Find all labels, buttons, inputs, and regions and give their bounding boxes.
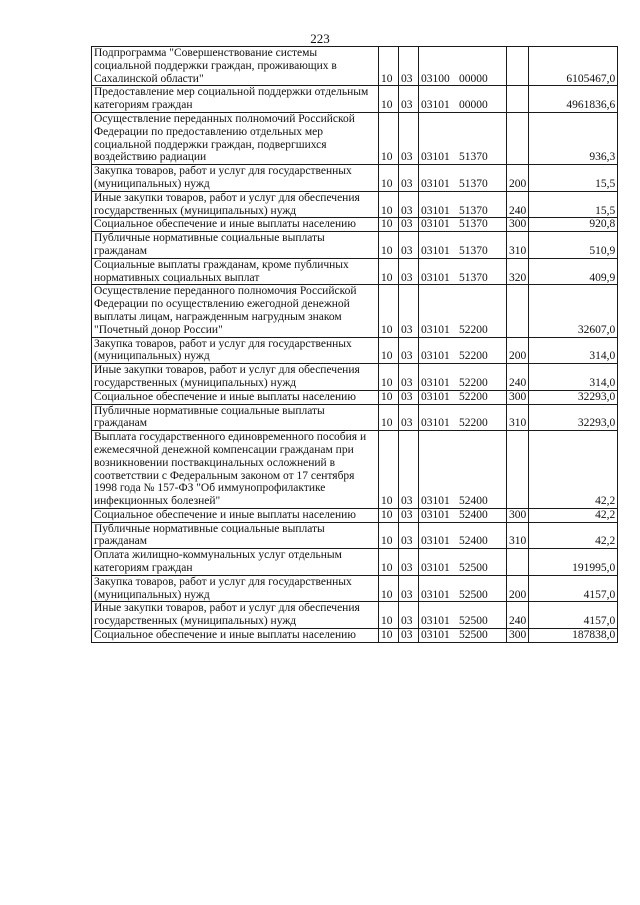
target-code-program: 03101 (421, 204, 450, 217)
target-code-cell (419, 508, 507, 522)
amount-cell: 15,5 (529, 165, 618, 192)
expense-type-code-cell: 200 (507, 165, 529, 192)
subsection-code-cell: 03 (399, 232, 419, 259)
subsection-code-cell: 03 (399, 629, 419, 643)
section-code-cell: 10 (379, 575, 399, 602)
expense-type-code-cell: 240 (507, 364, 529, 391)
section-code-cell: 10 (379, 337, 399, 364)
target-code-direction: 52500 (459, 629, 488, 642)
target-code-cell (419, 602, 507, 629)
target-code-cell (419, 258, 507, 285)
target-code-program: 03101 (421, 323, 450, 336)
amount-cell: 4157,0 (529, 602, 618, 629)
expense-name-cell: Публичные нормативные социальные выплаты гражданам (92, 404, 379, 431)
subsection-code-cell: 03 (399, 602, 419, 629)
budget-table (91, 46, 618, 643)
target-code-direction: 52200 (459, 376, 488, 389)
table-row (92, 431, 618, 509)
target-code-direction: 52200 (459, 417, 488, 430)
target-code-direction: 52200 (459, 390, 488, 403)
table-row (92, 165, 618, 192)
target-code-cell (419, 390, 507, 404)
target-code-cell (419, 232, 507, 259)
target-code-program: 03101 (421, 390, 450, 403)
expense-name-cell: Предоставление мер социальной поддержки отдельным категориям граждан (92, 86, 379, 113)
section-code-cell: 10 (379, 191, 399, 218)
amount-cell: 920,8 (529, 218, 618, 232)
expense-name-cell: Социальное обеспечение и иные выплаты населению (92, 508, 379, 522)
target-code-direction: 51370 (459, 218, 488, 231)
subsection-code-cell: 03 (399, 258, 419, 285)
expense-type-code-cell: 200 (507, 575, 529, 602)
expense-name-cell: Закупка товаров, работ и услуг для государственных (муниципальных) нужд (92, 165, 379, 192)
target-code-program: 03101 (421, 535, 450, 548)
target-code-program: 03100 (421, 72, 450, 85)
target-code-direction: 51370 (459, 151, 488, 164)
table-row (92, 575, 618, 602)
target-code-direction: 00000 (459, 72, 488, 85)
expense-type-code-cell (507, 549, 529, 576)
target-code-program: 03101 (421, 177, 450, 190)
subsection-code-cell: 03 (399, 86, 419, 113)
section-code-cell: 10 (379, 258, 399, 285)
table-row (92, 285, 618, 337)
target-code-cell (419, 191, 507, 218)
subsection-code-cell: 03 (399, 165, 419, 192)
target-code-cell (419, 337, 507, 364)
expense-name-cell: Оплата жилищно-коммунальных услуг отдельным категориям граждан (92, 549, 379, 576)
target-code-direction: 52400 (459, 495, 488, 508)
subsection-code-cell: 03 (399, 47, 419, 86)
expense-type-code-cell (507, 112, 529, 164)
amount-cell: 409,9 (529, 258, 618, 285)
section-code-cell: 10 (379, 86, 399, 113)
section-code-cell: 10 (379, 431, 399, 509)
amount-cell: 187838,0 (529, 629, 618, 643)
expense-name-cell: Публичные нормативные социальные выплаты гражданам (92, 522, 379, 549)
subsection-code-cell: 03 (399, 191, 419, 218)
target-code-direction: 52500 (459, 615, 488, 628)
expense-name-cell: Закупка товаров, работ и услуг для государственных (муниципальных) нужд (92, 337, 379, 364)
target-code-program: 03101 (421, 588, 450, 601)
target-code-cell (419, 364, 507, 391)
amount-cell: 42,2 (529, 522, 618, 549)
section-code-cell: 10 (379, 47, 399, 86)
amount-cell: 314,0 (529, 337, 618, 364)
target-code-program: 03101 (421, 629, 450, 642)
subsection-code-cell: 03 (399, 337, 419, 364)
table-row (92, 112, 618, 164)
target-code-cell (419, 404, 507, 431)
expense-type-code-cell: 300 (507, 390, 529, 404)
expense-type-code-cell (507, 47, 529, 86)
table-row (92, 337, 618, 364)
target-code-cell (419, 112, 507, 164)
expense-name-cell: Иные закупки товаров, работ и услуг для обеспечения государственных (муниципальных) нужд (92, 191, 379, 218)
target-code-direction: 52200 (459, 323, 488, 336)
amount-cell: 6105467,0 (529, 47, 618, 86)
amount-cell: 4157,0 (529, 575, 618, 602)
target-code-program: 03101 (421, 376, 450, 389)
section-code-cell: 10 (379, 602, 399, 629)
expense-type-code-cell: 240 (507, 191, 529, 218)
expense-name-cell: Осуществление переданного полномочия Российской Федерации по осуществлению ежегодной денежной выплаты лицам, награжденным нагрудным знаком "Почетный донор России" (92, 285, 379, 337)
target-code-cell (419, 165, 507, 192)
target-code-direction: 51370 (459, 271, 488, 284)
table-row (92, 86, 618, 113)
amount-cell: 936,3 (529, 112, 618, 164)
amount-cell: 15,5 (529, 191, 618, 218)
expense-name-cell: Публичные нормативные социальные выплаты гражданам (92, 232, 379, 259)
expense-type-code-cell: 310 (507, 404, 529, 431)
amount-cell: 32607,0 (529, 285, 618, 337)
page-number: 223 (310, 31, 330, 46)
expense-type-code-cell: 300 (507, 508, 529, 522)
expense-type-code-cell: 300 (507, 218, 529, 232)
expense-type-code-cell: 200 (507, 337, 529, 364)
table-row (92, 364, 618, 391)
target-code-direction: 52500 (459, 588, 488, 601)
amount-cell: 42,2 (529, 508, 618, 522)
expense-name-cell: Закупка товаров, работ и услуг для государственных (муниципальных) нужд (92, 575, 379, 602)
target-code-program: 03101 (421, 244, 450, 257)
target-code-program: 03101 (421, 562, 450, 575)
section-code-cell: 10 (379, 508, 399, 522)
subsection-code-cell: 03 (399, 390, 419, 404)
target-code-cell (419, 629, 507, 643)
target-code-direction: 00000 (459, 99, 488, 112)
table-row (92, 629, 618, 643)
target-code-cell (419, 218, 507, 232)
section-code-cell: 10 (379, 404, 399, 431)
expense-name-cell: Выплата государственного единовременного пособия и ежемесячной денежной компенсации гражданам при возникновении поствакцинальных осложнений в соответствии с Федеральным законом от 17 сентября 1998 года № 157-ФЗ "Об иммунопрофилактике инфекционных болезней" (92, 431, 379, 509)
expense-type-code-cell: 310 (507, 232, 529, 259)
target-code-direction: 52400 (459, 535, 488, 548)
expense-name-cell: Иные закупки товаров, работ и услуг для обеспечения государственных (муниципальных) нужд (92, 602, 379, 629)
section-code-cell: 10 (379, 629, 399, 643)
budget-table-body (92, 47, 618, 643)
section-code-cell: 10 (379, 390, 399, 404)
expense-type-code-cell: 300 (507, 629, 529, 643)
amount-cell: 4961836,6 (529, 86, 618, 113)
target-code-program: 03101 (421, 508, 450, 521)
expense-type-code-cell (507, 285, 529, 337)
table-row (92, 522, 618, 549)
target-code-cell (419, 549, 507, 576)
target-code-program: 03101 (421, 218, 450, 231)
expense-name-cell: Подпрограмма "Совершенствование системы социальной поддержки граждан, проживающих в Сахалинской области" (92, 47, 379, 86)
table-row (92, 508, 618, 522)
expense-name-cell: Иные закупки товаров, работ и услуг для обеспечения государственных (муниципальных) нужд (92, 364, 379, 391)
expense-name-cell: Социальное обеспечение и иные выплаты населению (92, 629, 379, 643)
section-code-cell: 10 (379, 364, 399, 391)
target-code-direction: 52200 (459, 350, 488, 363)
target-code-program: 03101 (421, 417, 450, 430)
expense-type-code-cell: 320 (507, 258, 529, 285)
target-code-direction: 52500 (459, 562, 488, 575)
amount-cell: 42,2 (529, 431, 618, 509)
amount-cell: 191995,0 (529, 549, 618, 576)
section-code-cell: 10 (379, 232, 399, 259)
section-code-cell: 10 (379, 165, 399, 192)
target-code-direction: 51370 (459, 204, 488, 217)
target-code-direction: 51370 (459, 244, 488, 257)
expense-type-code-cell: 240 (507, 602, 529, 629)
subsection-code-cell: 03 (399, 508, 419, 522)
section-code-cell: 10 (379, 285, 399, 337)
target-code-direction: 51370 (459, 177, 488, 190)
table-row (92, 602, 618, 629)
expense-name-cell: Социальное обеспечение и иные выплаты населению (92, 218, 379, 232)
section-code-cell: 10 (379, 522, 399, 549)
subsection-code-cell: 03 (399, 112, 419, 164)
target-code-program: 03101 (421, 99, 450, 112)
target-code-cell (419, 47, 507, 86)
target-code-program: 03101 (421, 615, 450, 628)
target-code-program: 03101 (421, 495, 450, 508)
expense-name-cell: Социальные выплаты гражданам, кроме публичных нормативных социальных выплат (92, 258, 379, 285)
subsection-code-cell: 03 (399, 364, 419, 391)
subsection-code-cell: 03 (399, 285, 419, 337)
target-code-program: 03101 (421, 271, 450, 284)
section-code-cell: 10 (379, 112, 399, 164)
target-code-cell (419, 285, 507, 337)
target-code-cell (419, 522, 507, 549)
amount-cell: 32293,0 (529, 404, 618, 431)
subsection-code-cell: 03 (399, 522, 419, 549)
target-code-cell (419, 431, 507, 509)
table-row (92, 258, 618, 285)
subsection-code-cell: 03 (399, 218, 419, 232)
expense-name-cell: Осуществление переданных полномочий Российской Федерации по предоставлению отдельных мер социальной поддержки граждан, подвергшихся воздействию радиации (92, 112, 379, 164)
table-row (92, 404, 618, 431)
table-row (92, 191, 618, 218)
table-row (92, 549, 618, 576)
amount-cell: 314,0 (529, 364, 618, 391)
section-code-cell: 10 (379, 549, 399, 576)
target-code-program: 03101 (421, 151, 450, 164)
table-row (92, 390, 618, 404)
target-code-cell (419, 86, 507, 113)
target-code-program: 03101 (421, 350, 450, 363)
expense-type-code-cell (507, 86, 529, 113)
target-code-cell (419, 575, 507, 602)
expense-name-cell: Социальное обеспечение и иные выплаты населению (92, 390, 379, 404)
amount-cell: 32293,0 (529, 390, 618, 404)
table-row (92, 47, 618, 86)
subsection-code-cell: 03 (399, 549, 419, 576)
amount-cell: 510,9 (529, 232, 618, 259)
table-row (92, 232, 618, 259)
expense-type-code-cell: 310 (507, 522, 529, 549)
section-code-cell: 10 (379, 218, 399, 232)
subsection-code-cell: 03 (399, 575, 419, 602)
table-row (92, 218, 618, 232)
subsection-code-cell: 03 (399, 404, 419, 431)
expense-type-code-cell (507, 431, 529, 509)
target-code-direction: 52400 (459, 508, 488, 521)
subsection-code-cell: 03 (399, 431, 419, 509)
